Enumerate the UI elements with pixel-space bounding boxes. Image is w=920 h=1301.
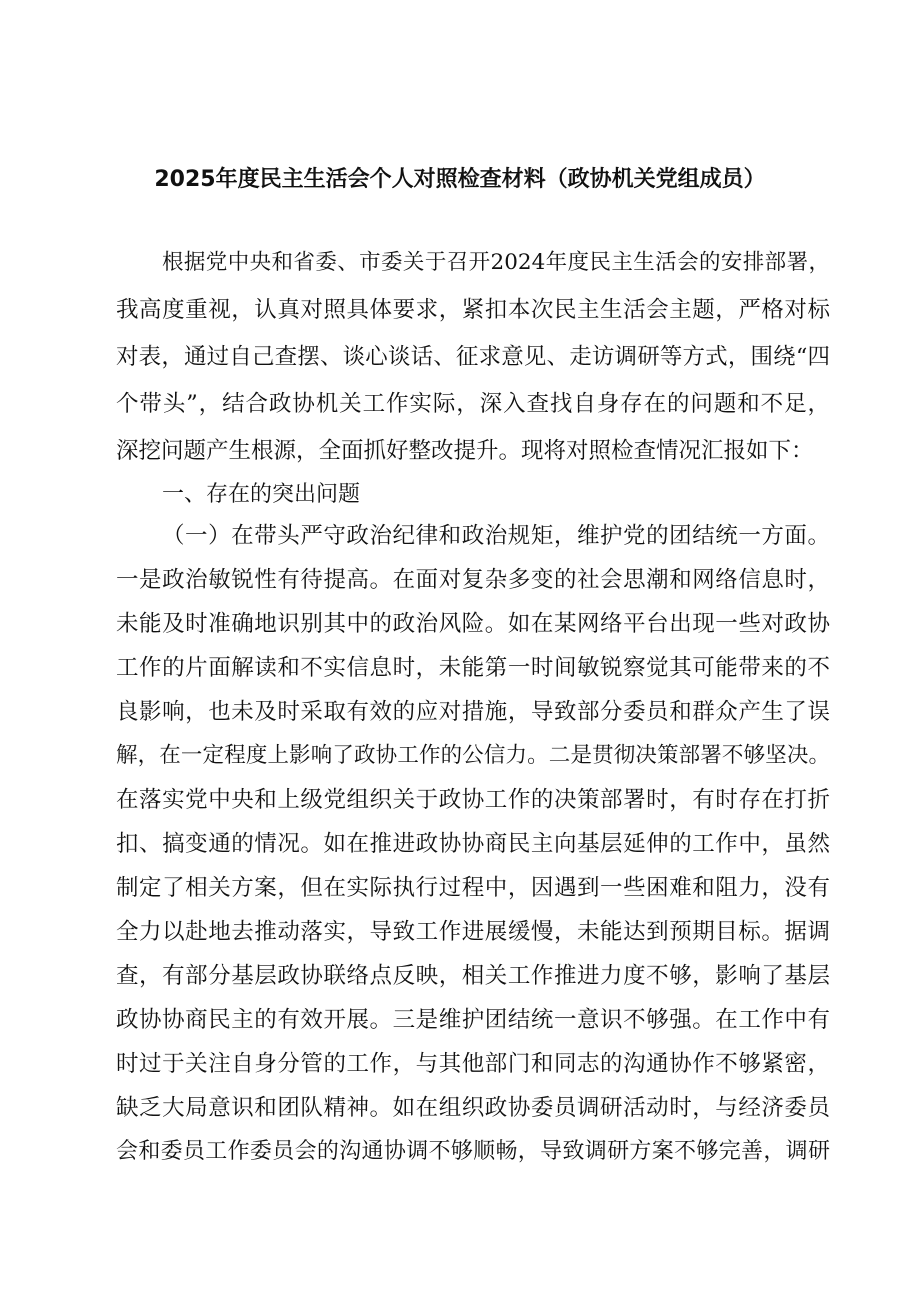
intro-line: 我高度重视，认真对照具体要求，紧扣本次民主生活会主题，严格对标	[116, 297, 830, 323]
body-line: 查，有部分基层政协联络点反映，相关工作推进力度不够，影响了基层	[116, 963, 830, 989]
body-line: 在落实党中央和上级党组织关于政协工作的决策部署时，有时存在打折	[116, 787, 830, 813]
intro-line: 个带头”，结合政协机关工作实际，深入查找自身存在的问题和不足，	[116, 391, 830, 417]
intro-line: 对表，通过自己查摆、谈心谈话、征求意见、走访调研等方式，围绕“四	[116, 344, 830, 370]
section-heading: 一、存在的突出问题	[162, 482, 361, 507]
intro-line: 根据党中央和省委、市委关于召开2024年度民主生活会的安排部署，	[162, 250, 830, 275]
body-line: 一是政治敏锐性有待提高。在面对复杂多变的社会思潮和网络信息时，	[116, 567, 830, 593]
body-line: 制定了相关方案，但在实际执行过程中，因遇到一些困难和阻力，没有	[116, 875, 830, 901]
body-line: （一）在带头严守政治纪律和政治规矩，维护党的团结统一方面。	[162, 523, 830, 549]
body-line: 会和委员工作委员会的沟通协调不够顺畅，导致调研方案不够完善，调研	[116, 1139, 830, 1164]
body-line: 全力以赴地去推动落实，导致工作进展缓慢，未能达到预期目标。据调	[116, 919, 830, 945]
body-line: 解，在一定程度上影响了政协工作的公信力。二是贯彻决策部署不够坚决。	[116, 743, 830, 768]
body-line: 良影响，也未及时采取有效的应对措施，导致部分委员和群众产生了误	[116, 699, 830, 725]
intro-line: 深挖问题产生根源，全面抓好整改提升。现将对照检查情况汇报如下：	[116, 438, 814, 464]
body-line: 政协协商民主的有效开展。三是维护团结统一意识不够强。在工作中有	[116, 1007, 830, 1033]
body-line: 工作的片面解读和不实信息时，未能第一时间敏锐察觉其可能带来的不	[116, 655, 830, 681]
document-title: 2025年度民主生活会个人对照检查材料（政协机关党组成员）	[154, 167, 766, 192]
body-line: 扣、搞变通的情况。如在推进政协协商民主向基层延伸的工作中，虽然	[116, 831, 830, 857]
body-line: 未能及时准确地识别其中的政治风险。如在某网络平台出现一些对政协	[116, 611, 830, 637]
body-line: 缺乏大局意识和团队精神。如在组织政协委员调研活动时，与经济委员	[116, 1095, 830, 1121]
body-line: 时过于关注自身分管的工作，与其他部门和同志的沟通协作不够紧密，	[116, 1051, 830, 1077]
